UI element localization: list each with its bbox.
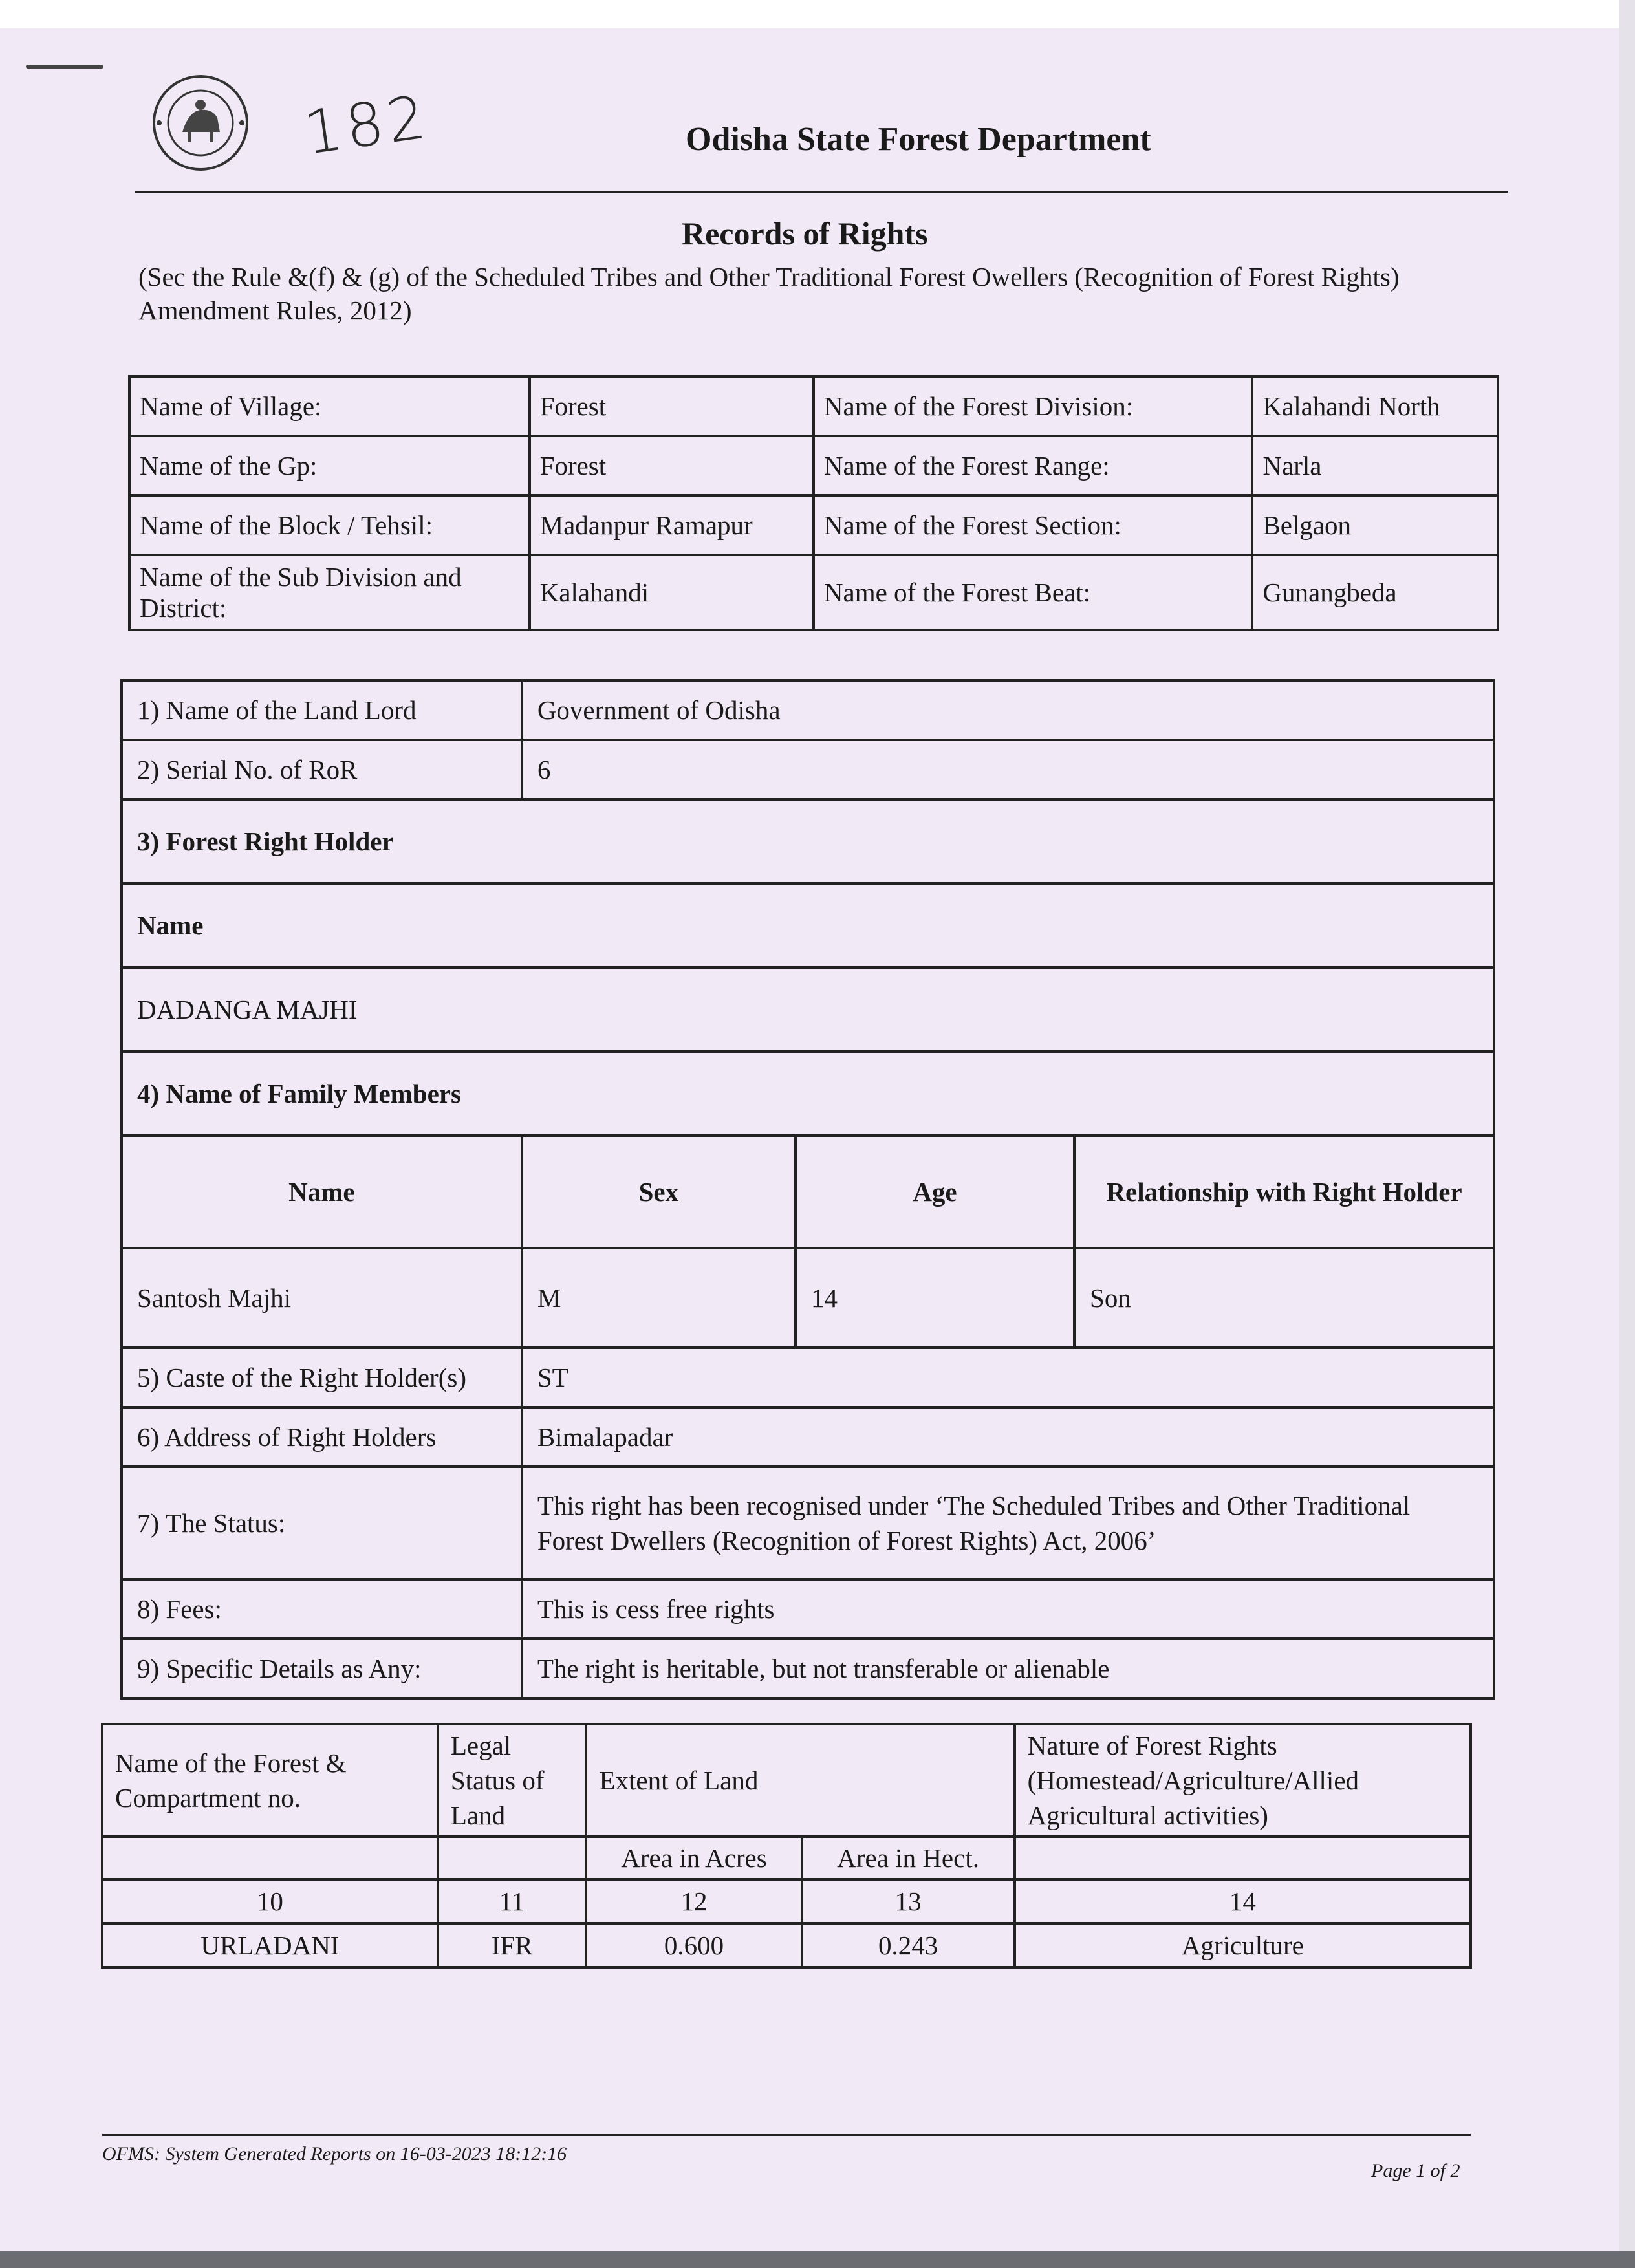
table-row (129, 495, 1498, 555)
name-heading: Name (122, 883, 1494, 967)
land-value-row (102, 1923, 1471, 1967)
col-forest-compartment: Name of the Forest & Compartment no. (102, 1724, 438, 1837)
table-row (102, 1724, 1471, 1837)
department-title: Odisha State Forest Department (686, 121, 1151, 158)
empty-cell (438, 1837, 587, 1879)
status-line-2: Forest Dwellers (Recognition of Forest Rights) Act, 2006’ (537, 1526, 1156, 1555)
table-row (122, 967, 1494, 1052)
gp-label: Name of the Gp: (129, 436, 530, 495)
header-divider (135, 191, 1508, 193)
land-table (101, 1723, 1472, 1969)
legal-status: IFR (438, 1923, 587, 1967)
details-label: 9) Specific Details as Any: (122, 1639, 522, 1698)
beat-value: Gunangbeda (1252, 555, 1498, 630)
scan-top-margin (0, 0, 1635, 28)
table-row (122, 1639, 1494, 1698)
col-extent: Extent of Land (586, 1724, 1014, 1837)
table-row (122, 1407, 1494, 1467)
handwritten-number: 182 (299, 82, 434, 168)
address-label: 6) Address of Right Holders (122, 1407, 522, 1467)
gp-value: Forest (530, 436, 814, 495)
table-row (122, 1579, 1494, 1639)
caste-label: 5) Caste of the Right Holder(s) (122, 1348, 522, 1407)
serial-value: 6 (522, 740, 1494, 799)
status-value (522, 1467, 1494, 1579)
village-value: Forest (530, 376, 814, 436)
member-name: Santosh Majhi (122, 1248, 522, 1348)
beat-label: Name of the Forest Beat: (814, 555, 1253, 630)
status-line-1: This right has been recognised under ‘The Scheduled Tribes and Other Traditional (537, 1491, 1411, 1520)
table-row (129, 555, 1498, 630)
landlord-label: 1) Name of the Land Lord (122, 680, 522, 740)
sub-area-acres: Area in Acres (586, 1837, 801, 1879)
range-label: Name of the Forest Range: (814, 436, 1253, 495)
table-row (122, 799, 1494, 883)
col-number: 14 (1015, 1879, 1471, 1923)
subdivision-label: Name of the Sub Division and District: (129, 555, 530, 630)
member-sex: M (522, 1248, 796, 1348)
family-col-name: Name (122, 1136, 522, 1248)
empty-cell (102, 1837, 438, 1879)
family-header-row (122, 1136, 1494, 1248)
scan-right-margin (1619, 0, 1635, 2268)
serial-label: 2) Serial No. of RoR (122, 740, 522, 799)
fees-value: This is cess free rights (522, 1579, 1494, 1639)
holder-heading: 3) Forest Right Holder (122, 799, 1494, 883)
block-value: Madanpur Ramapur (530, 495, 814, 555)
record-table (120, 679, 1495, 1700)
page-number: Page 1 of 2 (1371, 2160, 1460, 2181)
holder-name: DADANGA MAJHI (122, 967, 1494, 1052)
col-nature: Nature of Forest Rights (Homestead/Agriculture/Allied Agricultural activities) (1015, 1724, 1471, 1837)
col-number: 12 (586, 1879, 801, 1923)
table-row (102, 1837, 1471, 1879)
family-col-relationship: Relationship with Right Holder (1074, 1136, 1494, 1248)
member-relationship: Son (1074, 1248, 1494, 1348)
scan-bottom-margin (0, 2251, 1635, 2268)
section-value: Belgaon (1252, 495, 1498, 555)
details-value: The right is heritable, but not transferable or alienable (522, 1639, 1494, 1698)
area-acres: 0.600 (586, 1923, 801, 1967)
odisha-emblem-icon (150, 72, 251, 173)
sub-area-hect: Area in Hect. (802, 1837, 1015, 1879)
range-value: Narla (1252, 436, 1498, 495)
area-hect: 0.243 (802, 1923, 1015, 1967)
footer-divider (102, 2134, 1471, 2136)
col-number: 10 (102, 1879, 438, 1923)
status-label: 7) The Status: (122, 1467, 522, 1579)
division-label: Name of the Forest Division: (814, 376, 1253, 436)
col-number: 11 (438, 1879, 587, 1923)
empty-cell (1015, 1837, 1471, 1879)
table-row (129, 376, 1498, 436)
table-row (122, 1467, 1494, 1579)
table-row (122, 740, 1494, 799)
document-title: Records of Rights (682, 215, 928, 252)
division-value: Kalahandi North (1252, 376, 1498, 436)
family-col-sex: Sex (522, 1136, 796, 1248)
fees-label: 8) Fees: (122, 1579, 522, 1639)
nature-of-rights: Agriculture (1015, 1923, 1471, 1967)
location-table (128, 375, 1499, 631)
col-legal-status: Legal Status of Land (438, 1724, 587, 1837)
village-label: Name of Village: (129, 376, 530, 436)
landlord-value: Government of Odisha (522, 680, 1494, 740)
table-row (122, 883, 1494, 967)
address-value: Bimalapadar (522, 1407, 1494, 1467)
subdivision-value: Kalahandi (530, 555, 814, 630)
family-member-row (122, 1248, 1494, 1348)
generated-timestamp: OFMS: System Generated Reports on 16-03-2023 18:12:16 (102, 2143, 567, 2165)
document-subtitle: (Sec the Rule &(f) & (g) of the Scheduled Tribes and Other Traditional Forest Owellers (Recognition of Forest Rights) Amendment Rules, 2012) (138, 262, 1400, 325)
forest-name: URLADANI (102, 1923, 438, 1967)
member-age: 14 (796, 1248, 1074, 1348)
scan-mark (26, 65, 103, 69)
col-number: 13 (802, 1879, 1015, 1923)
caste-value: ST (522, 1348, 1494, 1407)
family-col-age: Age (796, 1136, 1074, 1248)
table-row (122, 680, 1494, 740)
column-number-row (102, 1879, 1471, 1923)
section-label: Name of the Forest Section: (814, 495, 1253, 555)
table-row (122, 1052, 1494, 1136)
table-row (122, 1348, 1494, 1407)
block-label: Name of the Block / Tehsil: (129, 495, 530, 555)
table-row (129, 436, 1498, 495)
family-heading: 4) Name of Family Members (122, 1052, 1494, 1136)
